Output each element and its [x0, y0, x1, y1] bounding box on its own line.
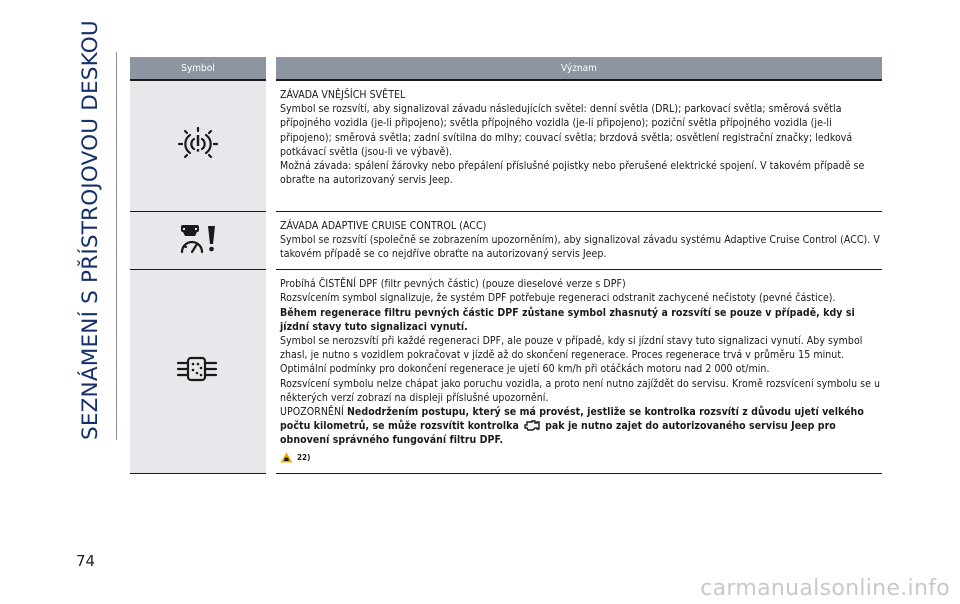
row-text-2: Možná závada: spálení žárovky nebo přepálení příslušné pojistky nebo přerušené elektrické spojení. V takovém případě se obraťte na autorizovaný servis Jeep.	[280, 160, 865, 187]
chapter-title: SEZNÁMENÍ S PŘÍSTROJOVOU DESKOU	[78, 20, 103, 440]
row-text: Rozsvícením symbol signalizuje, že systém DPF potřebuje regeneraci odstranit zachycené nečistoty (pevné částice).	[280, 292, 836, 305]
row-text: Symbol se rozsvítí, aby signalizoval závadu následujících světel: denní světla (DRL); parkovací světla; směrová světla přípojného vozidla (je-li připojeno); světla přípojného vozidla (je-li připojeno); poziční světla přípojného vozidla (je-li připojeno); směrová světla; zadní svítilna do mlhy; couvací světla; brzdová světla; osvětlení registrační značky; ledková potkávací světla (jsou-li ve výbavě).	[280, 103, 853, 158]
table-row	[130, 270, 882, 474]
row-text-3: Rozsvícení symbolu nelze chápat jako poruchu vozidla, a proto není nutno zajíždět do servisu. Kromě rozsvícení symbolu se u některých verzí zobrazí na displeji příslušné upozornění.	[280, 377, 881, 404]
row-text: Symbol se rozsvítí (společně se zobrazením upozorněním), aby signalizoval závadu systému Adaptive Cruise Control (ACC). V takovém případě se co nejdříve obraťte na autorizovaný servis Jeep.	[280, 233, 880, 260]
table-row	[130, 80, 882, 211]
symbol-cell	[130, 270, 271, 474]
meaning-cell	[271, 270, 882, 474]
meaning-cell	[271, 80, 882, 211]
reference-number: 22)	[297, 452, 311, 462]
row-title: ZÁVADA VNĚJŠÍCH SVĚTEL	[280, 89, 406, 101]
header-meaning: Význam	[271, 57, 882, 80]
symbol-cell	[130, 211, 271, 270]
side-divider	[116, 52, 117, 440]
warning-reference	[280, 451, 882, 465]
page-number: 74	[76, 552, 96, 570]
engine-check-icon	[524, 420, 540, 431]
warning-lights-table	[130, 57, 882, 474]
acc-fault-icon	[178, 222, 218, 254]
symbol-cell	[130, 80, 271, 211]
warning-triangle-icon	[280, 452, 293, 463]
watermark: carmanualsonline.info	[700, 576, 950, 601]
row-bold-note: Během regenerace filtru pevných částic DPF zůstane symbol zhasnutý a rozsvítí se pouze v případě, kdy si jízdní stavy tuto signalizaci vynutí.	[280, 306, 855, 333]
warning-text-b: pak je nutno zajet do autorizovaného servisu Jeep pro obnovení správného fungování filtru DPF.	[280, 420, 836, 447]
row-title: ZÁVADA ADAPTIVE CRUISE CONTROL (ACC)	[280, 219, 487, 232]
table-header-row	[130, 57, 882, 80]
warning-label: UPOZORNĚNÍ	[280, 405, 344, 418]
row-title: Probíhá ČISTĚNÍ DPF (filtr pevných částic) (pouze dieselové verze s DPF)	[280, 278, 626, 291]
dpf-icon	[176, 356, 220, 382]
header-symbol: Symbol	[130, 57, 271, 80]
table-row	[130, 211, 882, 270]
warning-text-a: Nedodržením postupu, který se má provést, jestliže se kontrolka rozsvítí z důvodu ujetí velkého počtu kilometrů, se může rozsvítit kontrolka	[280, 405, 864, 433]
warning-paragraph	[280, 405, 882, 448]
exterior-light-fault-icon	[177, 126, 219, 162]
meaning-cell	[271, 211, 882, 270]
row-text-2: Symbol se nerozsvítí při každé regeneraci DPF, ale pouze v případě, kdy si jízdní stavy tuto signalizaci vynutí. Aby symbol zhasl, je nutno s vozidlem pokračovat v jízdě až do skončení regenerace. Proces regenerace trvá v průměru 15 minut. Optimální podmínky pro dokončení regenerace je ujetí 60 km/h při otáčkách motoru nad 2 000 ot/min.	[280, 334, 863, 376]
